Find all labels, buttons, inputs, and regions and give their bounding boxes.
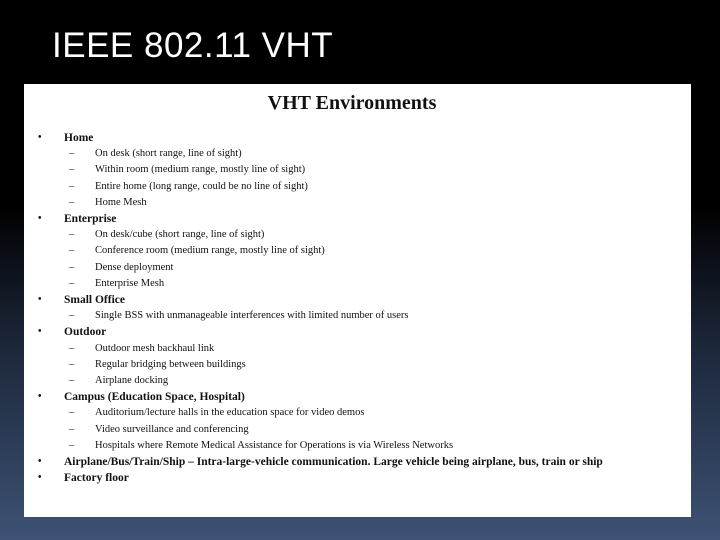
section (38, 211, 678, 292)
section (38, 324, 678, 389)
bullet-icon: • (38, 294, 42, 306)
dash-icon: – (69, 310, 75, 322)
section-title (38, 324, 678, 340)
bullet-icon: • (38, 456, 42, 468)
dash-icon: – (69, 148, 75, 160)
list-item (38, 357, 678, 373)
list-item-text: Dense deployment (95, 261, 174, 273)
bullet-icon: • (38, 213, 42, 225)
section-title-text: Outdoor (64, 326, 107, 339)
list-item-text: Hospitals where Remote Medical Assistance for Operations is via Wireless Networks (95, 439, 454, 451)
section-title-text: Factory floor (64, 472, 129, 485)
document-image (24, 84, 691, 517)
list-item-text: Home Mesh (95, 196, 147, 208)
list-item (38, 373, 678, 389)
list-item (38, 405, 678, 421)
section-title-text: Small Office (64, 294, 125, 307)
section-title (38, 389, 678, 405)
list-item-text: Single BSS with unmanageable interferences with limited number of users (95, 310, 409, 322)
list-item-text: Within room (medium range, mostly line of sight) (95, 164, 306, 176)
bullet-icon: • (38, 472, 42, 484)
list-item-text: Airplane docking (95, 375, 169, 387)
list-item (38, 308, 678, 324)
list-item-text: Entire home (long range, could be no line of sight) (95, 180, 308, 192)
bullet-icon: • (38, 391, 42, 403)
slide-title: IEEE 802.11 VHT (52, 26, 334, 65)
dash-icon: – (69, 407, 75, 419)
list-item (38, 341, 678, 357)
section-title-text: Enterprise (64, 213, 117, 226)
section (38, 389, 678, 454)
document-heading: VHT Environments (267, 92, 437, 114)
dash-icon: – (69, 229, 75, 241)
dash-icon: – (69, 164, 75, 176)
list-item-text: Outdoor mesh backhaul link (95, 342, 215, 354)
list-item (38, 227, 678, 243)
section (38, 454, 678, 470)
list-item (38, 438, 678, 454)
dash-icon: – (69, 180, 75, 192)
dash-icon: – (69, 245, 75, 257)
section-title (38, 211, 678, 227)
list-item-text: On desk (short range, line of sight) (95, 148, 242, 160)
section-title (38, 470, 678, 486)
dash-icon: – (69, 375, 75, 387)
list-item-text: Enterprise Mesh (95, 277, 165, 289)
list-item-text: Video surveillance and conferencing (95, 423, 249, 435)
list-item (38, 422, 678, 438)
dash-icon: – (69, 261, 75, 273)
list-item (38, 162, 678, 178)
list-item (38, 195, 678, 211)
bullet-icon: • (38, 326, 42, 338)
section (38, 470, 678, 486)
environment-list (38, 130, 678, 486)
section-title-text: Home (64, 132, 94, 144)
dash-icon: – (69, 423, 75, 435)
list-item-text: Conference room (medium range, mostly line of sight) (95, 245, 325, 257)
section-title (38, 130, 678, 146)
dash-icon: – (69, 342, 75, 354)
dash-icon: – (69, 196, 75, 208)
list-item-text: Regular bridging between buildings (95, 358, 246, 370)
section-title-text: Airplane/Bus/Train/Ship – Intra-large-vehicle communication. Large vehicle being airplane, bus, train or ship (64, 456, 603, 469)
dash-icon: – (69, 439, 75, 451)
list-item (38, 243, 678, 259)
list-item (38, 260, 678, 276)
list-item-text: On desk/cube (short range, line of sight) (95, 229, 265, 241)
section (38, 130, 678, 211)
dash-icon: – (69, 277, 75, 289)
list-item (38, 179, 678, 195)
section-title (38, 292, 678, 308)
dash-icon: – (69, 358, 75, 370)
section (38, 292, 678, 324)
section-title-text: Campus (Education Space, Hospital) (64, 391, 245, 404)
section-title (38, 454, 678, 470)
list-item (38, 276, 678, 292)
bullet-icon: • (38, 132, 42, 143)
list-item-text: Auditorium/lecture halls in the education space for video demos (95, 407, 365, 419)
list-item (38, 146, 678, 162)
